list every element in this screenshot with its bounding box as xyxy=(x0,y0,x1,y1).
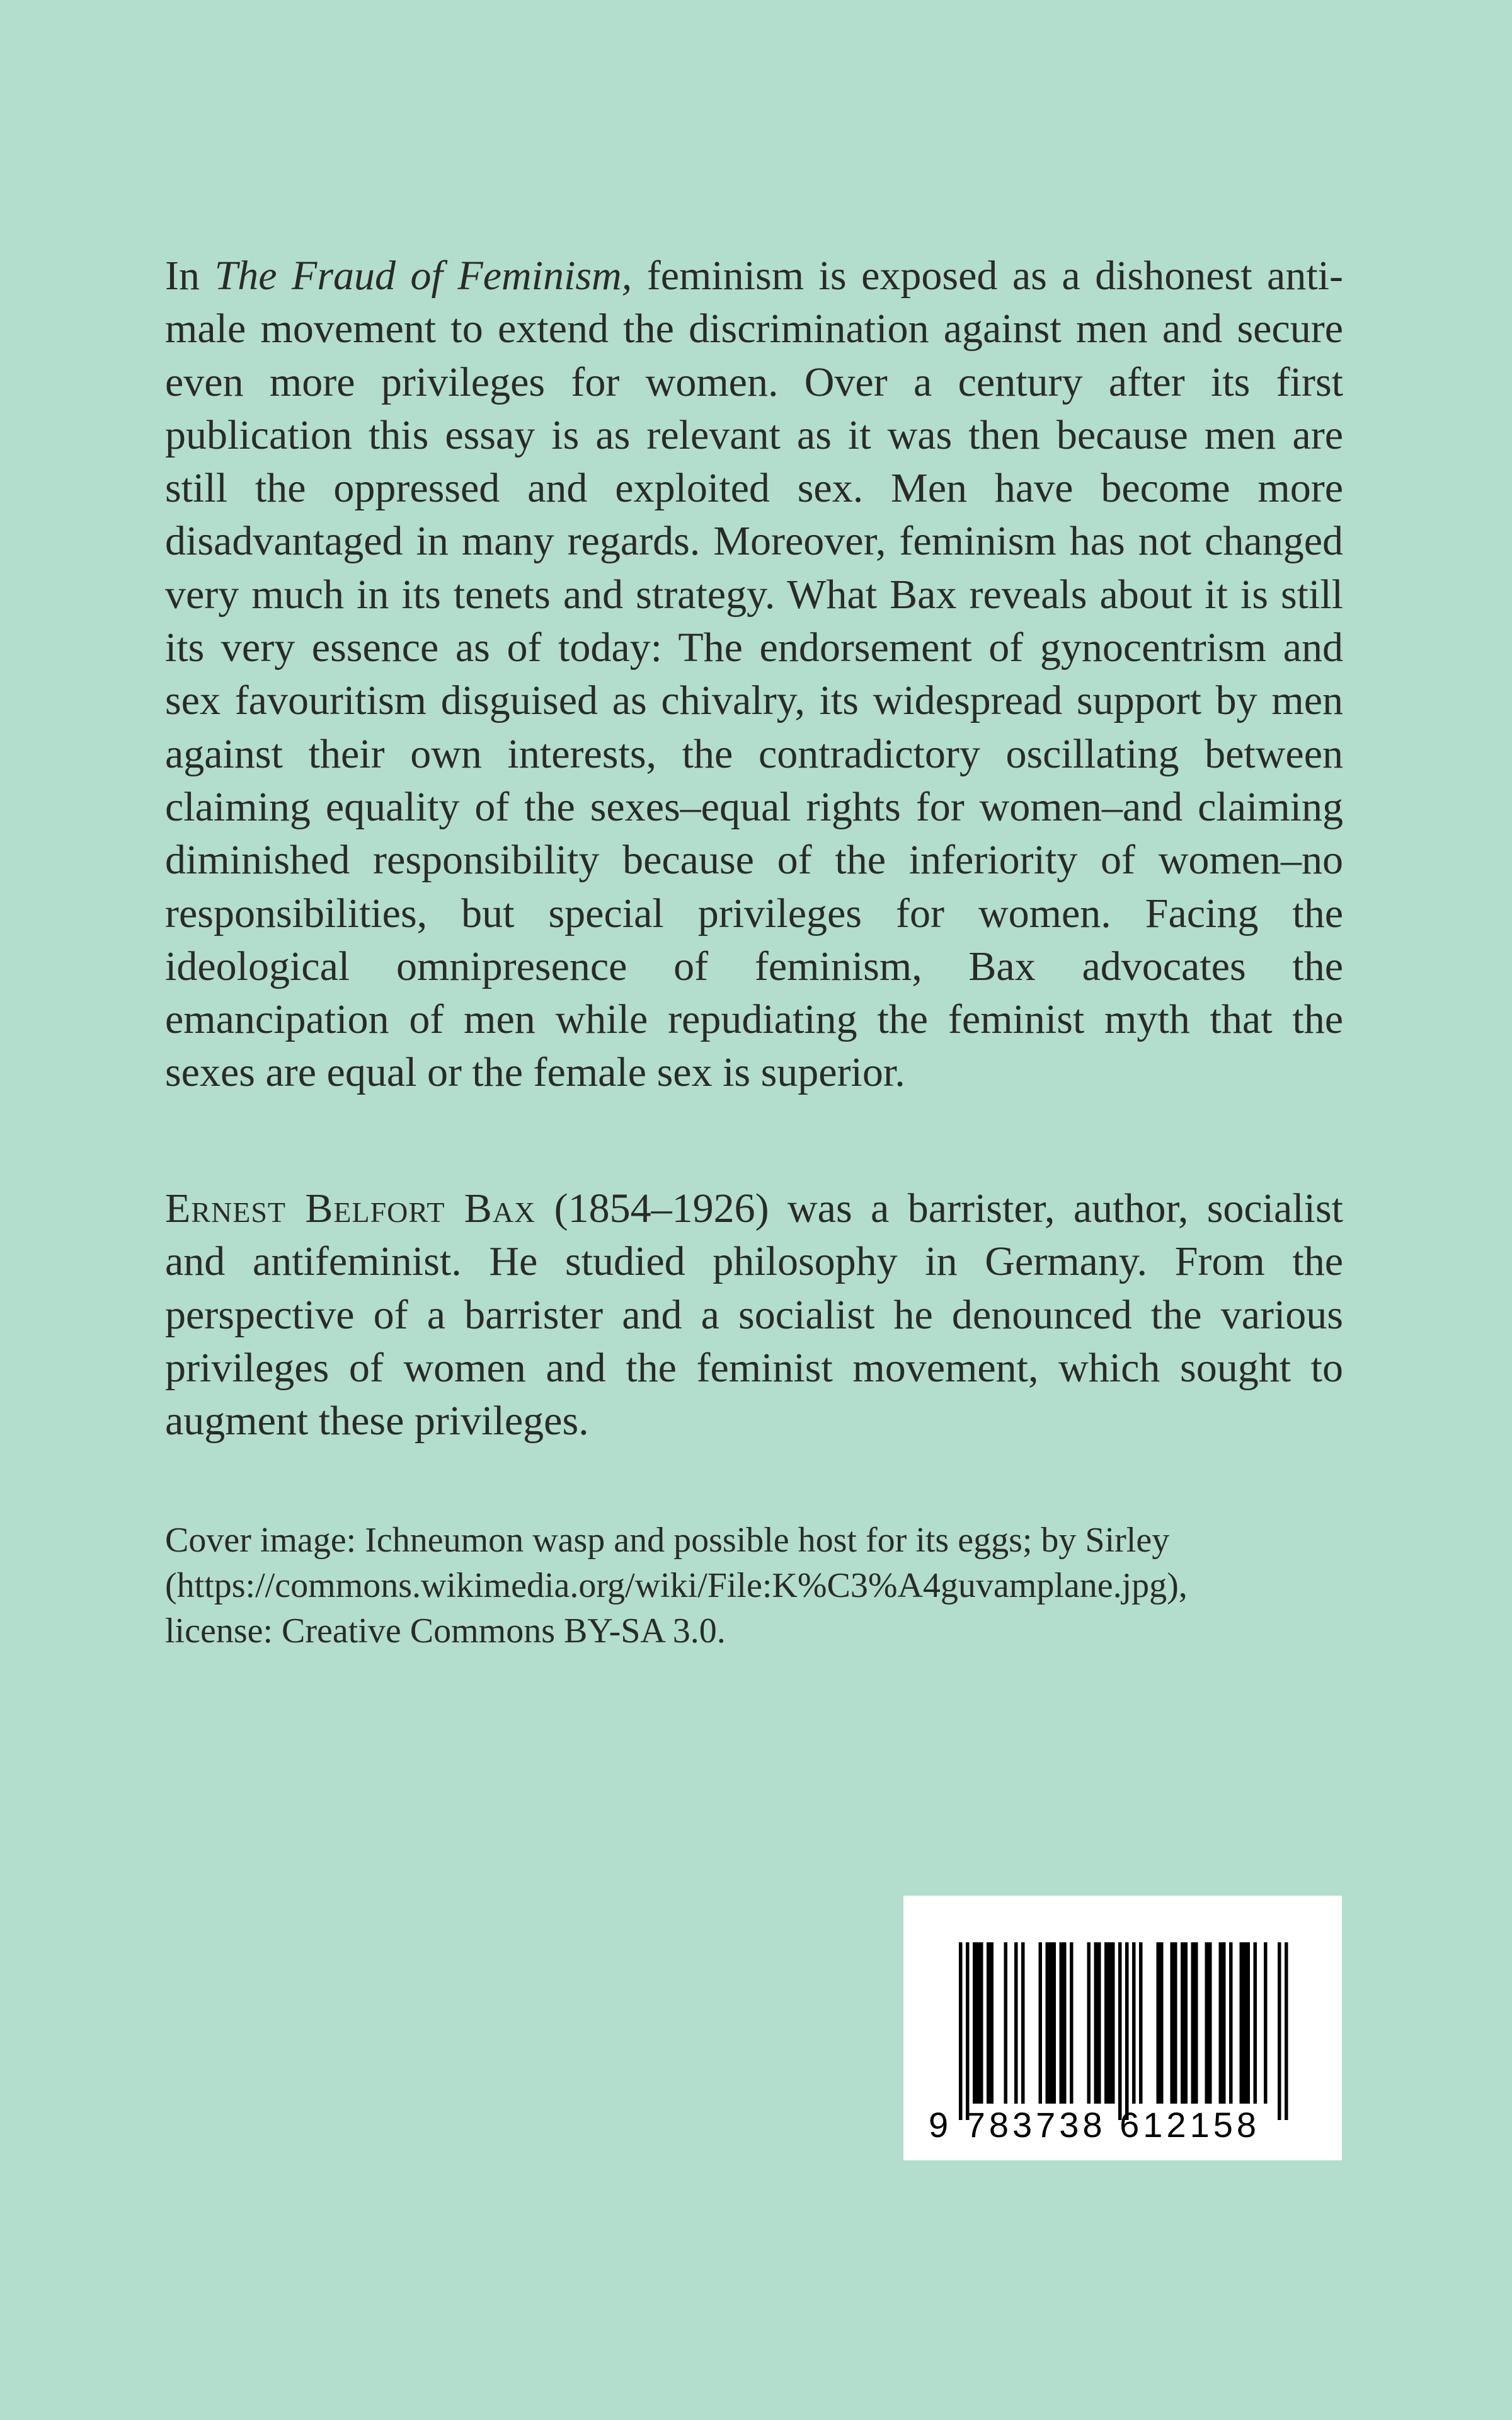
barcode-bar-2 xyxy=(973,1942,983,2104)
barcode-bar-1 xyxy=(966,1942,970,2120)
barcode-bar-25 xyxy=(1240,1942,1251,2104)
barcode-bar-18 xyxy=(1157,1942,1164,2104)
barcode-bar-20 xyxy=(1181,1942,1188,2104)
barcode-bar-10 xyxy=(1070,1942,1074,2104)
author-bio xyxy=(165,1182,1343,1448)
author-name: Ernest Belfort Bax xyxy=(165,1185,536,1231)
barcode-bar-19 xyxy=(1171,1942,1177,2104)
bio-body: (1854–1926) was a barrister, author, socialist and antifeminist. He studied philosophy in Germany. From the perspective of a barrister and a socialist he denounced the various privileges of women and the feminist movement, which sought to augment these privileges. xyxy=(165,1185,1344,1444)
barcode-bar-27 xyxy=(1264,1942,1268,2104)
blurb-body: feminism is exposed as a dishonest anti-male movement to extend the discrimination against men and secure even more privileges for women. Over a century after its first publication this essay is as relevant as it was then because men are still the oppressed and exploited sex. Men have become more disadvantaged in many regards. Moreover, feminism has not changed very much in its tenets and strategy. What Bax reveals about it is still its very essence as of today: The endorsement of gynocentrism and sex favouritism disguised as chivalry, its widespread support by men against their own interests, the contradictory oscillating between claiming equality of the sexes–equal rights for women–and claiming diminished responsibility because of the inferiority of women–no responsibilities, but special privileges for women. Facing the ideological omnipresence of feminism, Bax advocates the emancipation of men while repudiating the feminist myth that the sexes are equal or the female sex is superior. xyxy=(165,253,1343,1096)
barcode-bar-8 xyxy=(1046,1942,1057,2104)
barcode-bar-11 xyxy=(1087,1942,1091,2104)
barcode-bar-29 xyxy=(1285,1942,1288,2120)
barcode-bar-23 xyxy=(1219,1942,1226,2104)
credit-line-2: (https://commons.wikimedia.org/wiki/File:K%C3%A4guvamplane.jpg), xyxy=(165,1566,1188,1605)
barcode-bar-7 xyxy=(1039,1942,1043,2104)
barcode-bar-26 xyxy=(1254,1942,1257,2104)
barcode-bar-15 xyxy=(1125,1942,1129,2120)
blurb-intro: In xyxy=(165,253,215,299)
barcode-bar-3 xyxy=(987,1942,994,2104)
barcode-bar-6 xyxy=(1021,1942,1025,2104)
isbn-number: 9 783738 612158 xyxy=(929,2105,1260,2145)
book-title: The Fraud of Feminism, xyxy=(214,253,633,299)
book-description xyxy=(165,250,1343,1100)
barcode-bar-4 xyxy=(1004,1942,1008,2104)
barcode-bar-9 xyxy=(1060,1942,1067,2104)
barcode-bar-21 xyxy=(1191,1942,1198,2104)
barcode-bar-24 xyxy=(1229,1942,1233,2104)
barcode-bar-5 xyxy=(1014,1942,1018,2104)
credit-line-3: license: Creative Commons BY-SA 3.0. xyxy=(165,1611,726,1651)
barcode-bar-16 xyxy=(1132,1942,1136,2104)
barcode-bar-14 xyxy=(1118,1942,1122,2120)
isbn-barcode xyxy=(903,1896,1342,2160)
barcode-bar-17 xyxy=(1139,1942,1143,2104)
cover-image-credit xyxy=(165,1518,1362,1654)
barcode-bar-13 xyxy=(1104,1942,1115,2104)
barcode-bar-28 xyxy=(1278,1942,1281,2120)
barcode-bar-22 xyxy=(1205,1942,1212,2104)
barcode-bar-12 xyxy=(1094,1942,1101,2104)
barcode-bar-0 xyxy=(959,1942,963,2120)
credit-line-1: Cover image: Ichneumon wasp and possible host for its eggs; by Sirley xyxy=(165,1521,1170,1560)
